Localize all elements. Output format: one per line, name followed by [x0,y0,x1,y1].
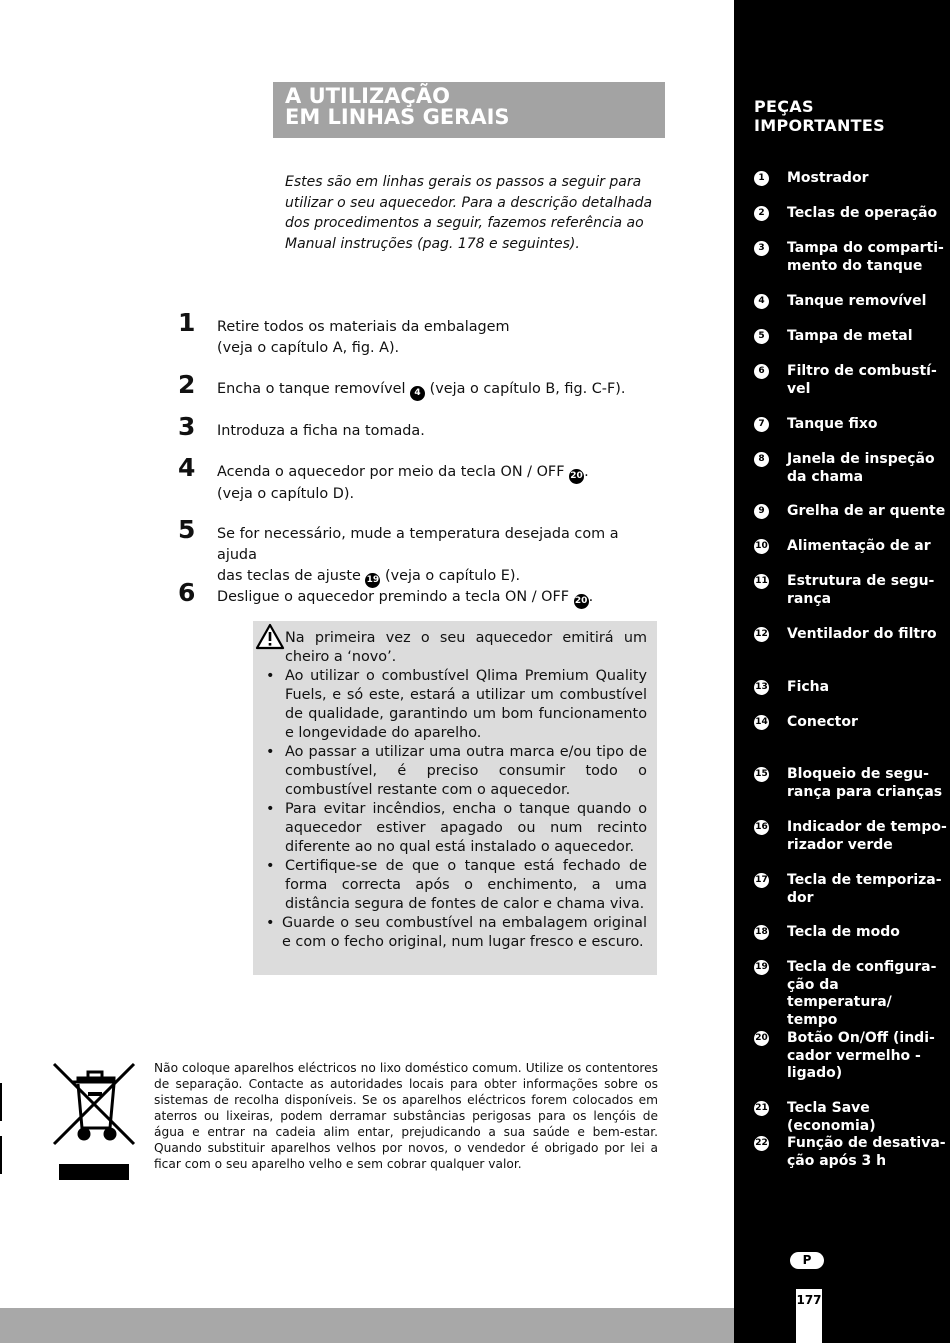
part-label-line: vel [787,380,811,397]
part-label-line: Estrutura de segu- [787,573,935,589]
part-number-badge: 19 [754,960,769,975]
part-label-line: Grelha de ar quente [787,503,946,519]
part-label [787,714,947,732]
heading-line-1: A UTILIZAÇÃO [285,84,450,108]
section-heading [273,82,665,138]
part-label-line: Tecla Save (economia) [787,1100,876,1134]
notice-bullet-4: Certifique-se de que o tanque está fechado de forma correcta após o enchimento, a uma distância segura de fontes de calor e chama viva. [285,858,647,912]
notice-intro: Na primeira vez o seu aquecedor emitirá um cheiro a ‘novo’. [285,630,647,665]
notice-bullet-2: Ao passar a utilizar uma outra marca e/ou tipo de combustível, é preciso consumir todo o combustível restante com o aquecedor. [285,744,647,798]
notice-bullet-5: Guarde o seu combustível na embalagem original e com o fecho original, num lugar fresco e escuro. [282,915,647,950]
part-label-line: Indicador de tempo- [787,819,947,835]
part-label-line: ção da temperatura/ [787,976,892,1010]
bullet-dot: • [266,668,275,684]
weee-disposal-text: Não coloque aparelhos eléctricos no lixo doméstico comum. Utilize os contentores de separação. Contacte as autoridades locais para obter informações sobre os sistemas de recolha disponíveis. Se os aparelhos eléctricos forem colocados em aterros ou lixeiras, podem derramar substâncias perigosas para os lençóis de água e entrar na cadeia alim entar, prejudicando a sua saúde e bem-estar. Quando substituir aparelhos velhos por novos, o vendedor é obrigado por lei a ficar com o seu aparelho velho e sem cobrar qualquer valor. [154,1061,658,1171]
page-number: 177 [796,1289,822,1343]
bullet-dot: • [266,915,275,931]
warning-icon [255,623,285,650]
step-number: 3 [178,412,196,441]
part-label-line: ção após 3 h [787,1152,887,1169]
step-number: 5 [178,515,196,544]
part-number-badge: 6 [754,364,769,379]
part-label [787,328,947,346]
part-number-badge: 16 [754,820,769,835]
part-number-badge: 15 [754,767,769,782]
part-number-badge: 3 [754,241,769,256]
margin-mark [0,1136,2,1174]
part-label-line: Tecla de modo [787,924,900,940]
part-number-badge: 10 [754,539,769,554]
footer-bar [0,1308,734,1343]
part-label [787,293,947,311]
part-label [787,205,947,223]
intro-paragraph: Estes são em linhas gerais os passos a seguir para utilizar o seu aquecedor. Para a descrição detalhada dos procedimentos a seguir, fazemos referência ao Manual instruções (pag. 178 e seguintes). [285,174,653,252]
part-number-badge: 11 [754,574,769,589]
part-label-line: Função de desativa- [787,1135,946,1151]
part-label-line: Tecla de temporiza- [787,872,942,888]
part-label-line: Ventilador do filtro [787,626,937,642]
part-label-line: tempo [787,1011,838,1028]
heading-line-2: EM LINHAS GERAIS [285,105,510,129]
part-label-line: Alimentação de ar [787,538,931,554]
part-label-line: rança [787,590,832,607]
ref-badge: 4 [410,386,425,401]
part-number-badge: 4 [754,294,769,309]
part-number-badge: 5 [754,329,769,344]
part-label-line: Mostrador [787,170,869,186]
part-label [787,170,947,188]
part-label [787,819,947,854]
part-label-line: Botão On/Off (indi- [787,1030,935,1046]
part-label [787,573,947,608]
part-label [787,872,947,907]
sidebar-title: PEÇAS IMPORTANTES [754,97,885,135]
part-label-line: rizador verde [787,836,893,853]
part-label [787,1030,947,1083]
bullet-dot: • [266,744,275,760]
weee-bin-icon [52,1062,136,1182]
safety-notice [253,621,657,975]
part-label [787,959,947,1029]
part-label-line: Janela de inspeção [787,451,935,467]
part-number-badge: 7 [754,417,769,432]
part-label [787,503,947,521]
part-label [787,766,947,801]
part-label-line: Tampa do comparti- [787,240,944,256]
bullet-dot: • [266,858,275,874]
step-text: Retire todos os materiais da embalagem (veja o capítulo A, fig. A). [217,319,510,356]
step-text: Desligue o aquecedor premindo a tecla ON / OFF 20. [217,587,657,609]
step-number: 1 [178,308,196,337]
part-number-badge: 12 [754,627,769,642]
part-label [787,924,947,942]
part-number-badge: 18 [754,925,769,940]
part-label-line: Tecla de configura- [787,959,937,975]
part-label-line: ligado) [787,1065,843,1081]
step-text: Encha o tanque removível 4 (veja o capítulo B, fig. C-F). [217,379,657,401]
part-label-line: Tanque removível [787,293,927,309]
part-number-badge: 21 [754,1101,769,1116]
part-label [787,1100,947,1135]
part-label [787,626,947,644]
part-label [787,451,947,486]
part-number-badge: 22 [754,1136,769,1151]
notice-bullet-1: Ao utilizar o combustível Qlima Premium Quality Fuels, e só este, estará a utilizar um combustível de qualidade, garantindo um bom funcionamento e longevidade do aparelho. [285,668,647,741]
part-label-line: rança para crianças [787,783,943,800]
step-number: 6 [178,578,196,607]
part-number-badge: 13 [754,680,769,695]
part-label [787,363,947,398]
part-number-badge: 1 [754,171,769,186]
step-number: 2 [178,370,196,399]
part-label-line: Tanque fixo [787,416,878,432]
part-number-badge: 2 [754,206,769,221]
part-number-badge: 8 [754,452,769,467]
part-label-line: Tampa de metal [787,328,913,344]
part-label-line: mento do tanque [787,257,923,274]
part-label-line: da chama [787,468,864,485]
bullet-dot: • [266,801,275,817]
ref-badge: 19 [365,573,380,588]
part-label-line: Conector [787,714,858,730]
part-label-line: cador vermelho - [787,1047,921,1064]
part-number-badge: 9 [754,504,769,519]
part-label-line: dor [787,889,814,906]
part-number-badge: 17 [754,873,769,888]
step-text: Se for necessário, mude a temperatura desejada com a ajuda das teclas de ajuste 19 (veja o capítulo E). [217,524,657,588]
margin-mark [0,1083,2,1121]
part-number-badge: 14 [754,715,769,730]
part-label [787,538,947,556]
part-label [787,416,947,434]
step-text: Acenda o aquecedor por meio da tecla ON / OFF 20. (veja o capítulo D). [217,464,589,502]
step-number: 4 [178,453,196,482]
language-badge: P [790,1252,824,1269]
ref-badge: 20 [569,469,584,484]
part-label-line: Teclas de operação [787,205,938,221]
part-label-line: Bloqueio de segu- [787,766,929,782]
part-label [787,240,947,275]
ref-badge: 20 [574,594,589,609]
step-text: Introduza a ficha na tomada. [217,423,425,439]
important-parts-sidebar [734,0,950,1343]
part-label [787,1135,947,1170]
part-label [787,679,947,697]
part-label-line: Filtro de combustí- [787,363,937,379]
part-label-line: Ficha [787,679,830,695]
notice-bullet-3: Para evitar incêndios, encha o tanque quando o aquecedor estiver apagado ou num recinto diferente ao no qual está instalado o aquecedor. [285,801,647,855]
part-number-badge: 20 [754,1031,769,1046]
